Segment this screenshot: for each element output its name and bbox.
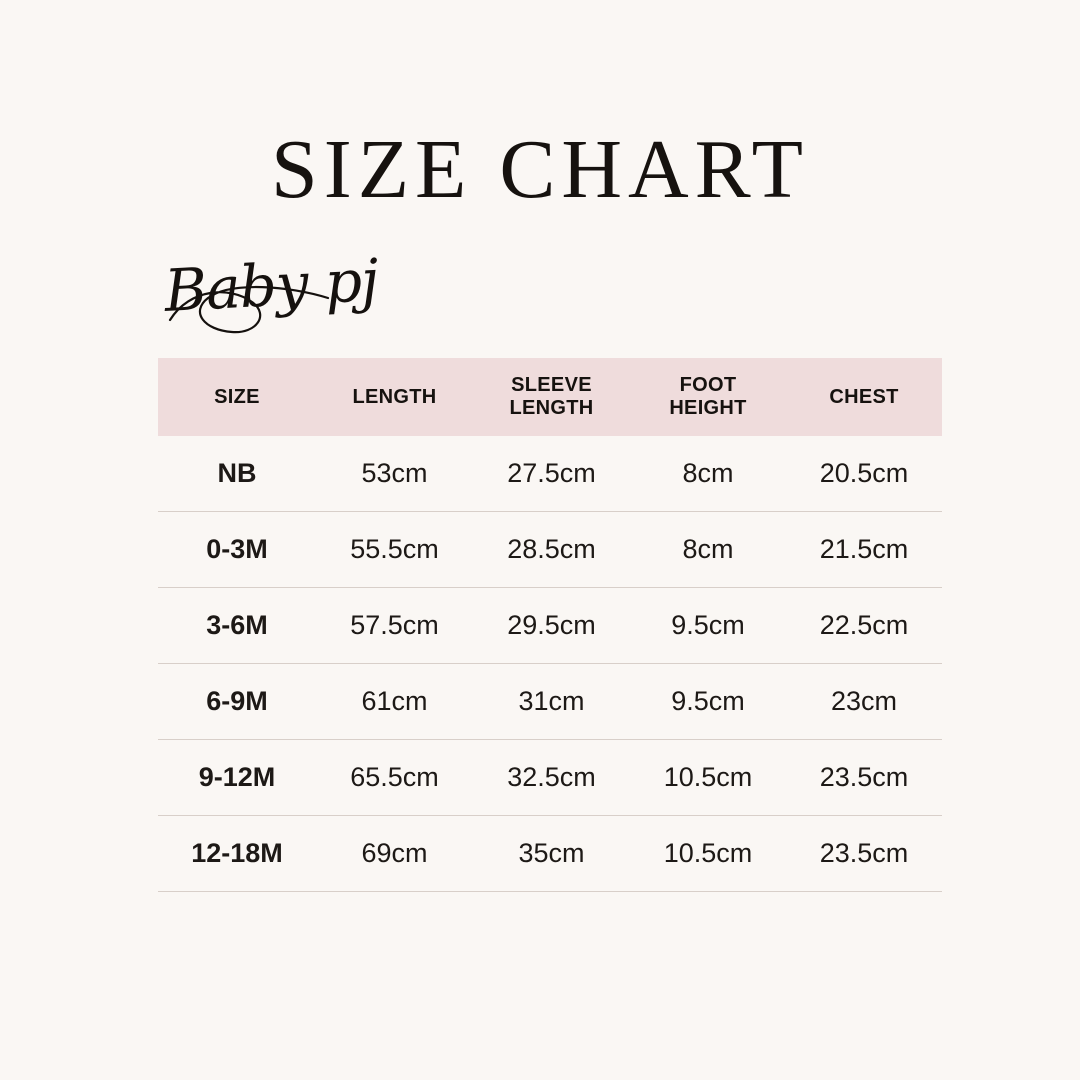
column-header-foot-height: FOOT HEIGHT — [630, 358, 786, 436]
chart-subtitle: Baby pj — [162, 245, 380, 325]
cell-length: 69cm — [316, 816, 473, 892]
cell-foot-height: 9.5cm — [630, 664, 786, 740]
cell-length: 61cm — [316, 664, 473, 740]
cell-foot-height: 8cm — [630, 436, 786, 512]
cell-chest: 23cm — [786, 664, 942, 740]
cell-size: 0-3M — [158, 512, 316, 588]
cell-size: NB — [158, 436, 316, 512]
size-table-container — [158, 358, 942, 892]
size-table — [158, 358, 942, 892]
cell-foot-height: 10.5cm — [630, 816, 786, 892]
cell-sleeve-length: 29.5cm — [473, 588, 630, 664]
cell-chest: 22.5cm — [786, 588, 942, 664]
cell-foot-height: 8cm — [630, 512, 786, 588]
column-header-chest: CHEST — [786, 358, 942, 436]
table-row — [158, 816, 942, 892]
cell-size: 6-9M — [158, 664, 316, 740]
cell-chest: 23.5cm — [786, 740, 942, 816]
cell-length: 65.5cm — [316, 740, 473, 816]
table-header-row — [158, 358, 942, 436]
page-title: SIZE CHART — [271, 123, 809, 216]
column-header-size: SIZE — [158, 358, 316, 436]
cell-sleeve-length: 35cm — [473, 816, 630, 892]
table-row — [158, 664, 942, 740]
cell-sleeve-length: 27.5cm — [473, 436, 630, 512]
table-header — [158, 358, 942, 436]
cell-size: 3-6M — [158, 588, 316, 664]
cell-size: 12-18M — [158, 816, 316, 892]
column-header-sleeve-length: SLEEVE LENGTH — [473, 358, 630, 436]
cell-chest: 23.5cm — [786, 816, 942, 892]
cell-chest: 21.5cm — [786, 512, 942, 588]
cell-length: 55.5cm — [316, 512, 473, 588]
cell-sleeve-length: 31cm — [473, 664, 630, 740]
cell-sleeve-length: 28.5cm — [473, 512, 630, 588]
column-header-length: LENGTH — [316, 358, 473, 436]
cell-foot-height: 9.5cm — [630, 588, 786, 664]
table-row — [158, 512, 942, 588]
cell-size: 9-12M — [158, 740, 316, 816]
table-row — [158, 588, 942, 664]
table-row — [158, 436, 942, 512]
cell-length: 57.5cm — [316, 588, 473, 664]
table-body — [158, 436, 942, 892]
cell-foot-height: 10.5cm — [630, 740, 786, 816]
cell-length: 53cm — [316, 436, 473, 512]
table-row — [158, 740, 942, 816]
cell-sleeve-length: 32.5cm — [473, 740, 630, 816]
cell-chest: 20.5cm — [786, 436, 942, 512]
